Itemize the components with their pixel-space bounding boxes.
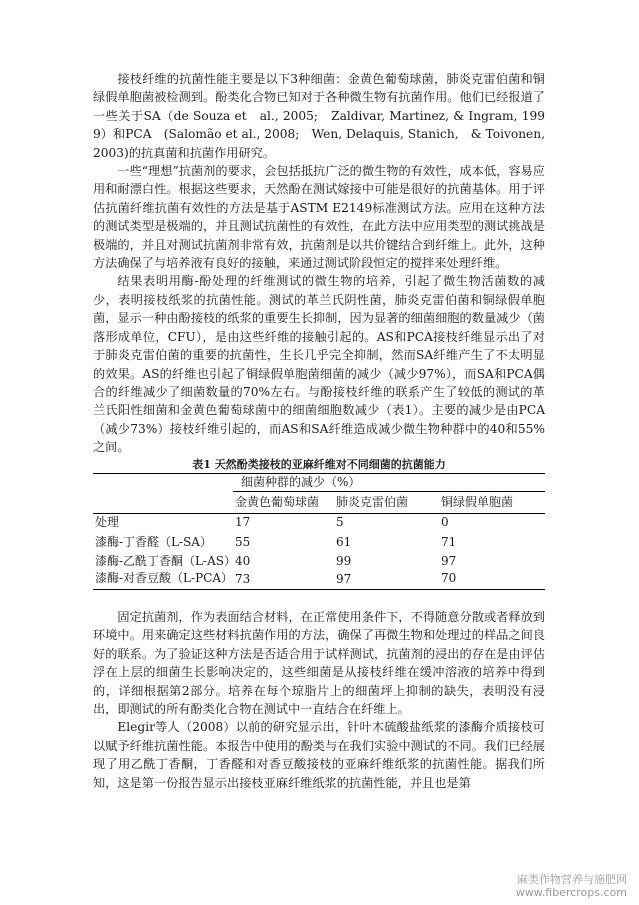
- table-cell: 71: [441, 535, 457, 550]
- document-page: [93, 70, 558, 792]
- table-row: [93, 553, 545, 570]
- table-cell: 99: [336, 554, 352, 569]
- table-row: [93, 570, 545, 590]
- table-cell: 97: [441, 554, 457, 569]
- table-cell: 55: [235, 535, 251, 550]
- watermark: [516, 873, 627, 899]
- table-column-header: 铜绿假单胞菌: [423, 491, 545, 513]
- table-column-header: 金黄色葡萄球菌: [233, 491, 328, 513]
- antibacterial-table: [93, 473, 545, 591]
- table-cell: 61: [336, 535, 352, 550]
- paragraph-leaching: 固定抗菌剂，作为表面结合材料，在正常使用条件下，不得随意分散或者释放到环境中。用来确定这些材料抗菌作用的方法，确保了再微生物和处理过的样品之间良好的联系。为了验证这种方法是否适合用于试样测试，抗菌剂的浸出的存在是由评估浮在上层的细菌生长影响决定的，这些细菌是从接枝纤维在缓冲溶液的培养中得到的，详细根据第2部分。培养在每个琼脂片上的细菌坪上抑制的缺失，表明没有浸出，即测试的所有酚类化合物在测试中一直结合在纤维上。: [93, 610, 545, 717]
- paragraph-prior-work: Elegir等人（2008）以前的研究显示出，针叶木硫酸盐纸浆的漆酶介质接枝可以赋予纤维抗菌性能。本报告中使用的酚类与在我们实验中测试的不同。我们已经展现了用乙酰丁香酮，丁香醛和对香豆酸接枝的亚麻纤维纸浆的抗菌性能。据我们所知，这是第一份报告显示出接枝亚麻纤维纸浆的抗菌性能，并且也是第: [93, 720, 545, 790]
- paragraph-results: 结果表明用酶-酚处理的纤维测试的微生物的培养，引起了微生物活菌数的减少，表明接枝纸浆的抗菌性能。测试的革兰氏阴性菌，肺炎克雷伯菌和铜绿假单胞菌，显示一种由酚接枝的纸浆的重要生长抑制，因为显著的细菌细胞的数量减少（菌落形成单位，CFU），是由这些纤维的接触引起的。AS和PCA接枝纤维显示出了对于肺炎克雷伯菌的重要的抗菌性，生长几乎完全抑制，然而SA纤维产生了不太明显的效果。AS的纤维也引起了铜绿假单胞菌细菌的减少（减少97%），而SA和PCA偶合的纤维减少了细菌数量的70%左右。与酚接枝纤维的联系产生了较低的测试的革兰氏阳性细菌和金黄色葡萄球菌中的细菌细胞数减少（表1）。主要的减少是由PCA（减少73%）接枝纤维引起的，而AS和SA纤维造成减少微生物种群中的40和55%之间。: [93, 274, 545, 455]
- table-group-header-row: [93, 473, 545, 491]
- table-cell: 0: [441, 515, 449, 530]
- table-cell: 70: [423, 570, 545, 590]
- table-column-header-row: [93, 491, 545, 513]
- table-row-label: 漆酶-对香豆酸（L-PCA）: [93, 570, 233, 590]
- table-row-label: 漆酶-丁香醛（L-SA）: [95, 535, 212, 550]
- table-row: [93, 532, 545, 553]
- table-cell: 40: [235, 554, 251, 569]
- paragraph-intro: 接枝纤维的抗菌性能主要是以下3种细菌：金黄色葡萄球菌，肺炎克雷伯菌和铜绿假单胞菌被检测到。酚类化合物已知对于各种微生物有抗菌作用。他们已经报道了一些关于SA（de Souza et al., 2005; Zaldivar, Martinez, & Ingram, 1999）和PCA (Salomão et al., 2008; Wen, Delaquis, Stanich, & Toivonen, 2003)的抗真菌和抗菌作用研究。: [93, 72, 558, 160]
- table-cell: 5: [336, 515, 344, 530]
- table-column-header: 肺炎克雷伯菌: [328, 491, 423, 513]
- table-cell: 17: [235, 515, 251, 530]
- table-cell: 97: [328, 570, 423, 590]
- watermark-url: www.fibercrops.com: [515, 886, 627, 899]
- watermark-site-name: 麻类作物营养与施肥网: [517, 873, 627, 886]
- paragraph-requirements: 一些“理想”抗菌剂的要求，会包括抵抗广泛的微生物的有效性，成本低，容易应用和耐漂白性。根据这些要求，天然酚在测试嫁接中可能是很好的抗菌基体。用于评估抗菌纤维抗菌有效性的方法是基于ASTM E2149标准测试方法。应用在这种方法的测试类型是极端的，并且测试抗菌性的有效性，在此方法中应用类型的测试挑战是极端的，并且对测试抗菌剂非常有效，抗菌剂是以共价键结合到纤维上。此外，这种方法确保了与培养液有良好的接触，来通过测试阶段恒定的搅拌来处理纤维。: [93, 164, 545, 271]
- table-cell: 73: [233, 570, 328, 590]
- table-row: [93, 513, 545, 532]
- table-caption: 表1 天然酚类接枝的亚麻纤维对不同细菌的抗菌能力: [192, 457, 446, 471]
- table-row-label: 处理: [95, 515, 120, 530]
- table-group-header: 细菌种群的减少（%）: [233, 473, 545, 491]
- table-row-label: 漆酶-乙酰丁香酮（L-AS）: [95, 554, 236, 569]
